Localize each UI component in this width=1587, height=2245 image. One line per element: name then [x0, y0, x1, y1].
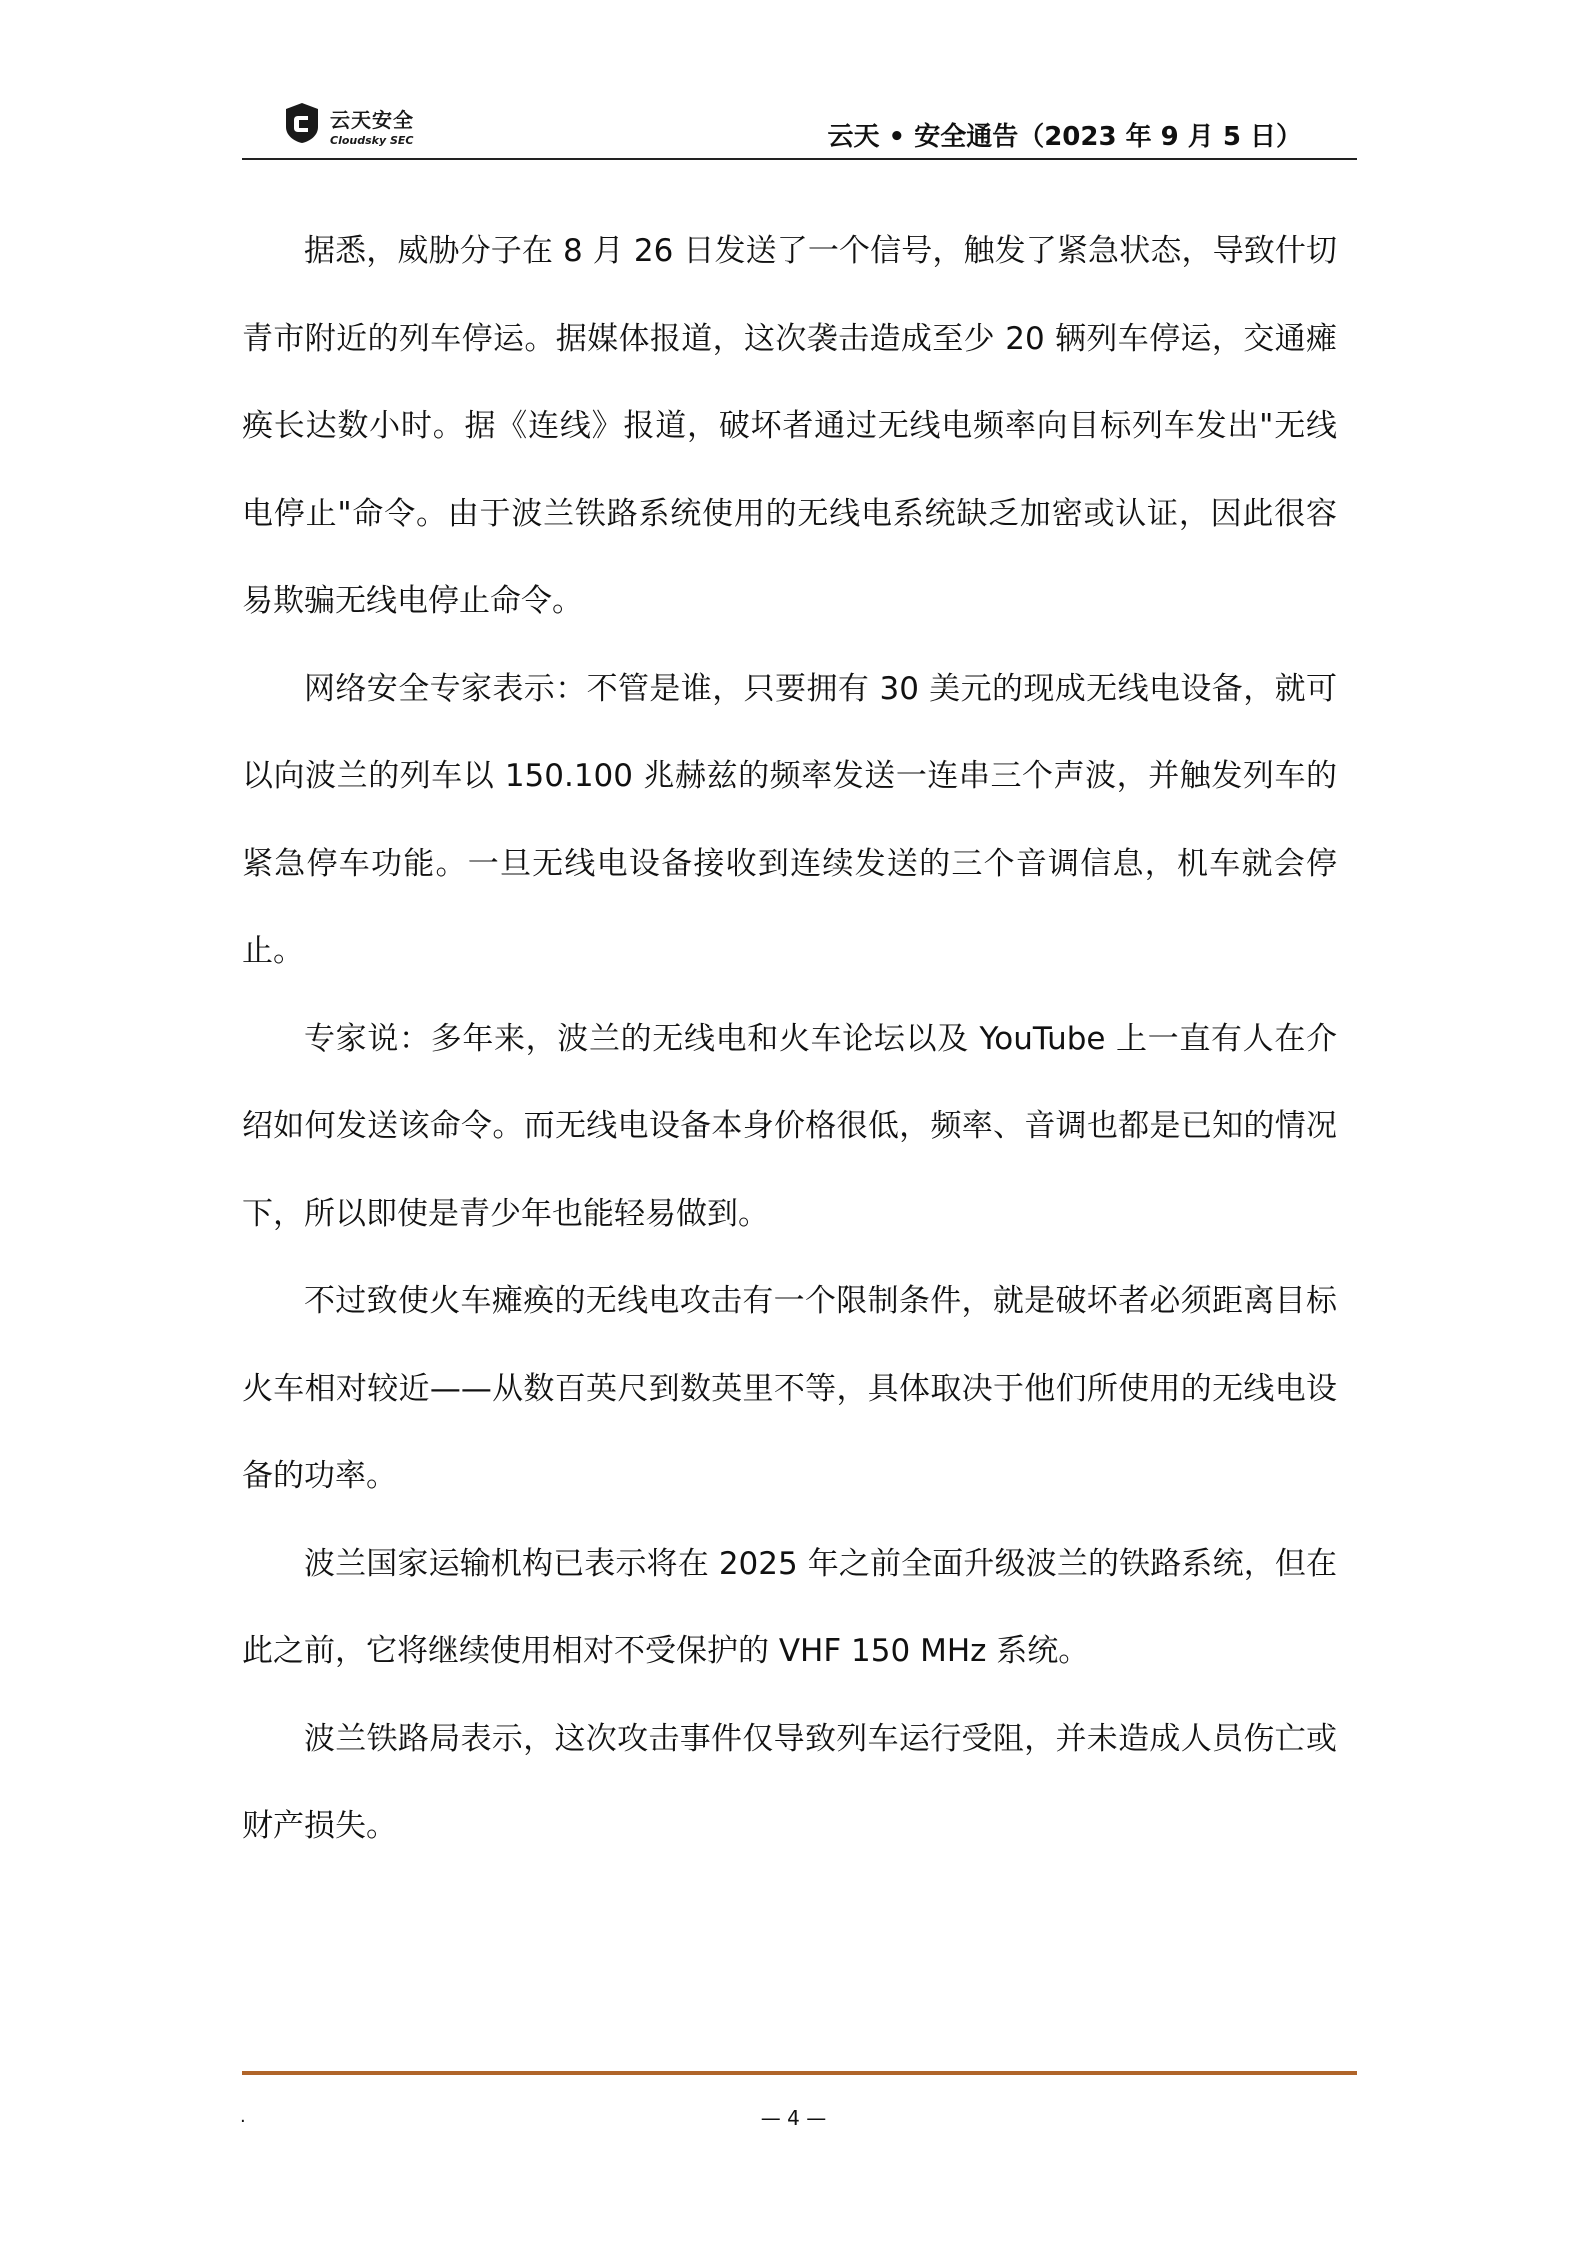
footer-divider [242, 2071, 1357, 2075]
logo-name-en: Cloudsky SEC [330, 134, 414, 147]
header-divider [242, 158, 1357, 160]
cloudsky-logo-icon [282, 101, 322, 145]
page-header [242, 88, 1357, 160]
company-logo [282, 96, 482, 156]
footer-dot: . [240, 2106, 246, 2127]
logo-name-cn: 云天安全 [330, 108, 414, 132]
paragraph: 波兰国家运输机构已表示将在 2025 年之前全面升级波兰的铁路系统，但在此之前，它将继续使用相对不受保护的 VHF 150 MHz 系统。 [242, 1545, 1337, 1669]
paragraph: 不过致使火车瘫痪的无线电攻击有一个限制条件，就是破坏者必须距离目标火车相对较近——从数百英尺到数英里不等，具体取决于他们所使用的无线电设备的功率。 [242, 1283, 1337, 1494]
document-body [242, 208, 1337, 1871]
paragraph: 网络安全专家表示：不管是谁，只要拥有 30 美元的现成无线电设备，就可以向波兰的列车以 150.100 兆赫兹的频率发送一连串三个声波，并触发列车的紧急停车功能。一旦无线电设备接收到连续发送的三个音调信息，机车就会停止。 [242, 670, 1337, 969]
page-number: — 4 — [760, 2106, 827, 2130]
document-title: 云天 • 安全通告（2023 年 9 月 5 日） [827, 122, 1302, 152]
paragraph: 专家说：多年来，波兰的无线电和火车论坛以及 YouTube 上一直有人在介绍如何发送该命令。而无线电设备本身价格很低，频率、音调也都是已知的情况下，所以即使是青少年也能轻易做到。 [242, 1020, 1337, 1232]
paragraph: 波兰铁路局表示，这次攻击事件仅导致列车运行受阻，并未造成人员伤亡或财产损失。 [242, 1720, 1337, 1844]
paragraph: 据悉，威胁分子在 8 月 26 日发送了一个信号，触发了紧急状态，导致什切青市附近的列车停运。据媒体报道，这次袭击造成至少 20 辆列车停运，交通瘫痪长达数小时。据《连线》报道，破坏者通过无线电频率向目标列车发出"无线电停止"命令。由于波兰铁路系统使用的无线电系统缺乏加密或认证，因此很容易欺骗无线电停止命令。 [242, 233, 1337, 619]
